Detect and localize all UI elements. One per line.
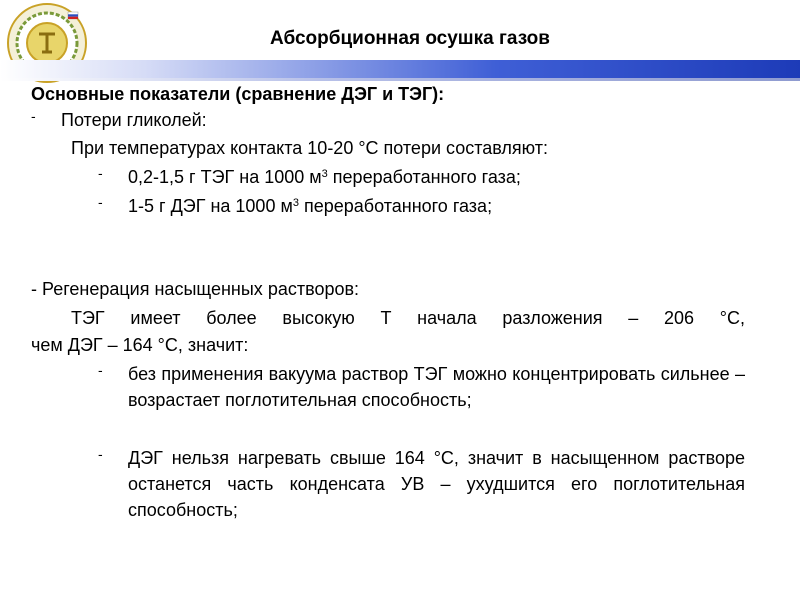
losses-intro: При температурах контакта 10-20 °С потери составляют: — [71, 138, 549, 158]
losses-label: Потери гликолей: — [61, 110, 207, 130]
loss-deg-text-end: переработанного газа; — [298, 196, 493, 216]
bullet-dash: - — [98, 165, 103, 181]
slide-title: Абсорбционная осушка газов — [270, 28, 550, 49]
section-heading: Основные показатели (сравнение ДЭГ и ТЭГ): — [31, 84, 445, 104]
bullet-dash: - — [98, 194, 103, 210]
heating-bullet-item — [98, 445, 745, 523]
regeneration-label: - Регенерация насыщенных растворов: — [31, 279, 360, 299]
regeneration-text-line1: ТЭГ имеет более высокую Т начала разложения – 206 °С, — [71, 308, 745, 328]
loss-deg-item — [98, 193, 745, 219]
cubic-superscript: 3 — [321, 168, 328, 180]
title-divider-bar — [0, 60, 800, 78]
heating-bullet-text: ДЭГ нельзя нагревать свыше 164 °С, значит в насыщенном растворе останется часть конденсата УВ – ухудшится его поглотительная способность; — [128, 448, 745, 520]
bullet-dash: - — [98, 446, 103, 462]
loss-teg-text-end: переработанного газа; — [327, 167, 521, 187]
bullet-dash: - — [31, 108, 36, 124]
vacuum-bullet-item — [98, 361, 745, 413]
loss-deg-text-start: 1-5 г ДЭГ на 1000 м — [128, 196, 293, 216]
vacuum-bullet-text: без применения вакуума раствор ТЭГ можно концентрировать сильнее – возрастает поглотительная способность; — [128, 364, 745, 410]
loss-teg-item — [98, 164, 745, 190]
regeneration-text-line2: чем ДЭГ – 164 °С, значит: — [31, 335, 249, 355]
loss-teg-text-start: 0,2-1,5 г ТЭГ на 1000 м — [128, 167, 322, 187]
bullet-dash: - — [98, 362, 103, 378]
cubic-superscript: 3 — [292, 197, 299, 209]
